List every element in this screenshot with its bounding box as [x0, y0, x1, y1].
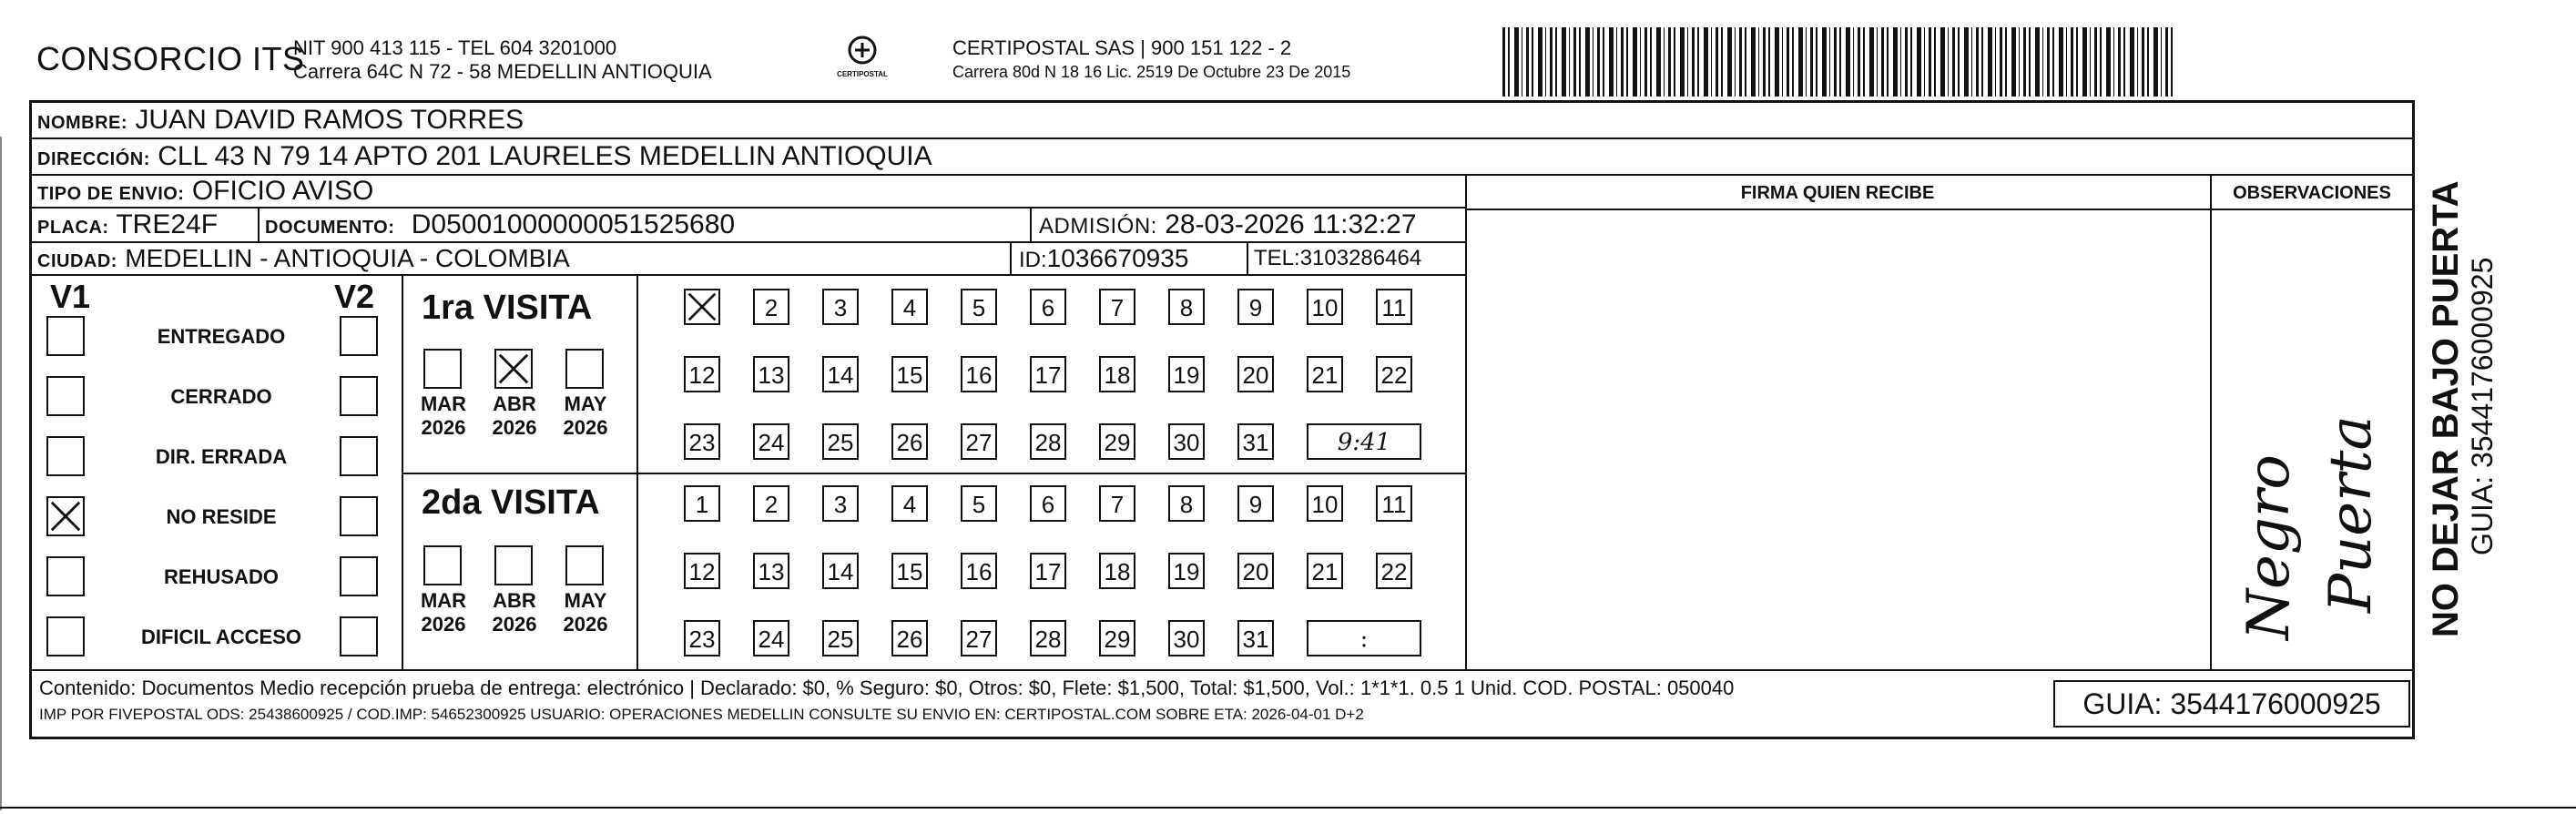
second-visit-day-30[interactable]: 30 [1168, 620, 1205, 656]
first-visit-day-11[interactable]: 11 [1376, 289, 1412, 325]
second-visit-day-16[interactable]: 16 [961, 553, 997, 589]
certipostal-logo [830, 35, 894, 78]
certipostal-logo-icon [846, 35, 879, 66]
first-visit-day-14[interactable]: 14 [822, 356, 859, 392]
v2-checkbox-cerrado[interactable] [340, 376, 378, 416]
second-visit-day-6[interactable]: 6 [1030, 485, 1066, 522]
first-visit-day-6[interactable]: 6 [1030, 289, 1066, 325]
row-direccion [32, 139, 2412, 176]
second-visit-day-7[interactable]: 7 [1099, 485, 1135, 522]
second-visit-month-label: ABR 2026 [492, 589, 537, 636]
first-visit-day-31[interactable]: 31 [1237, 423, 1274, 460]
second-visit-day-9[interactable]: 9 [1237, 485, 1274, 522]
x-mark-icon [496, 351, 531, 387]
side-warning: NO DEJAR BAJO PUERTA [2426, 180, 2466, 637]
second-visit-day-15[interactable]: 15 [891, 553, 928, 589]
direccion-value: CLL 43 N 79 14 APTO 201 LAURELES MEDELLIN ANTIOQUIA [158, 141, 932, 171]
barcode [1502, 27, 2176, 97]
first-visit-day-1[interactable] [684, 289, 720, 325]
waybill-frame [29, 100, 2415, 739]
second-visit-day-1[interactable]: 1 [684, 485, 720, 522]
footer-print-info: IMP POR FIVEPOSTAL ODS: 25438600925 / COD.IMP: 54652300925 USUARIO: OPERACIONES MEDELLIN CONSULTE SU ENVIO EN: CERTIPOSTAL.COM SOBRE ETA: 2026-04-01 D+2 [39, 706, 1364, 723]
second-visit-day-11[interactable]: 11 [1376, 485, 1412, 522]
first-visit-day-29[interactable]: 29 [1099, 423, 1135, 460]
v2-checkbox-entregado[interactable] [340, 316, 378, 356]
second-visit-month-checkbox-abr[interactable] [494, 545, 533, 585]
first-visit-month-label: ABR 2026 [492, 392, 537, 439]
second-visit-month-checkbox-mar[interactable] [423, 545, 462, 585]
documento-label: DOCUMENTO: [265, 218, 395, 238]
observaciones-handwriting-1: Negro [2235, 454, 2303, 640]
first-visit-day-2[interactable]: 2 [753, 289, 789, 325]
second-visit-day-25[interactable]: 25 [822, 620, 859, 656]
second-visit-day-21[interactable]: 21 [1307, 553, 1343, 589]
carrier-address: Carrera 80d N 18 16 Lic. 2519 De Octubre 23 De 2015 [952, 63, 1351, 81]
first-visit-month-label: MAY 2026 [563, 392, 608, 439]
second-visit-day-5[interactable]: 5 [961, 485, 997, 522]
second-visit-day-18[interactable]: 18 [1099, 553, 1135, 589]
first-visit-day-25[interactable]: 25 [822, 423, 859, 460]
first-visit-day-8[interactable]: 8 [1168, 289, 1205, 325]
v2-checkbox-dificil-acceso[interactable] [340, 616, 378, 656]
second-visit-day-4[interactable]: 4 [891, 485, 928, 522]
status-label: NO RESIDE [166, 505, 277, 528]
company-address: Carrera 64C N 72 - 58 MEDELLIN ANTIOQUIA [293, 60, 712, 83]
placa-label: PLACA: [37, 218, 109, 238]
v1-checkbox-cerrado[interactable] [46, 376, 85, 416]
second-visit-day-26[interactable]: 26 [891, 620, 928, 656]
v2-checkbox-rehusado[interactable] [340, 556, 378, 596]
footer-guia: GUIA: 3544176000925 [2053, 680, 2410, 728]
first-visit-time-field[interactable]: 9:41 [1307, 423, 1421, 460]
second-visit-day-13[interactable]: 13 [753, 553, 789, 589]
second-visit-day-23[interactable]: 23 [684, 620, 720, 656]
first-visit-day-27[interactable]: 27 [961, 423, 997, 460]
second-visit-title: 2da VISITA [422, 483, 600, 522]
second-visit-day-10[interactable]: 10 [1307, 485, 1343, 522]
second-visit-day-2[interactable]: 2 [753, 485, 789, 522]
status-label: ENTREGADO [157, 325, 286, 348]
direccion-label: DIRECCIÓN: [37, 149, 150, 169]
v1-checkbox-dificil-acceso[interactable] [46, 616, 85, 656]
admision-value: 28-03-2026 11:32:27 [1165, 209, 1417, 239]
second-visit-day-12[interactable]: 12 [684, 553, 720, 589]
first-visit-day-28[interactable]: 28 [1030, 423, 1066, 460]
status-label: DIFICIL ACCESO [140, 626, 301, 648]
second-visit-day-8[interactable]: 8 [1168, 485, 1205, 522]
first-visit-day-18[interactable]: 18 [1099, 356, 1135, 392]
second-visit-month-checkbox-may[interactable] [565, 545, 604, 585]
second-visit-time-field[interactable]: : [1307, 620, 1421, 656]
second-visit-day-24[interactable]: 24 [753, 620, 789, 656]
company-info [293, 36, 712, 84]
row-tipo [32, 176, 1465, 209]
first-visit-day-10[interactable]: 10 [1307, 289, 1343, 325]
second-visit-day-27[interactable]: 27 [961, 620, 997, 656]
first-visit-day-30[interactable]: 30 [1168, 423, 1205, 460]
second-visit-day-29[interactable]: 29 [1099, 620, 1135, 656]
observaciones-handwriting-2: Puerta [2317, 415, 2385, 613]
first-visit-day-17[interactable]: 17 [1030, 356, 1066, 392]
ciudad-value: MEDELLIN - ANTIOQUIA - COLOMBIA [125, 244, 570, 272]
carrier-name: CERTIPOSTAL SAS | 900 151 122 - 2 [952, 36, 1292, 59]
v1-checkbox-rehusado[interactable] [46, 556, 85, 596]
row-ciudad [32, 243, 1465, 276]
observaciones-header: OBSERVACIONES [2233, 183, 2391, 203]
nombre-label: NOMBRE: [37, 113, 128, 133]
first-visit-day-7[interactable]: 7 [1099, 289, 1135, 325]
first-visit-day-12[interactable]: 12 [684, 356, 720, 392]
second-visit-day-22[interactable]: 22 [1376, 553, 1412, 589]
nombre-value: JUAN DAVID RAMOS TORRES [135, 105, 524, 135]
second-visit-day-20[interactable]: 20 [1237, 553, 1274, 589]
second-visit-day-31[interactable]: 31 [1237, 620, 1274, 656]
company-nit: NIT 900 413 115 - TEL 604 3201000 [293, 36, 617, 59]
second-visit-day-14[interactable]: 14 [822, 553, 859, 589]
first-visit-day-23[interactable]: 23 [684, 423, 720, 460]
first-visit-day-22[interactable]: 22 [1376, 356, 1412, 392]
logo-text: CERTIPOSTAL [837, 70, 888, 78]
row-placa [32, 209, 1465, 243]
firma-header: FIRMA QUIEN RECIBE [1740, 183, 1935, 203]
first-visit-day-20[interactable]: 20 [1237, 356, 1274, 392]
placa-value: TRE24F [116, 209, 219, 239]
first-visit-day-13[interactable]: 13 [753, 356, 789, 392]
first-visit-day-16[interactable]: 16 [961, 356, 997, 392]
first-visit-day-4[interactable]: 4 [891, 289, 928, 325]
first-visit-day-19[interactable]: 19 [1168, 356, 1205, 392]
v1-checkbox-entregado[interactable] [46, 316, 85, 356]
first-visit-day-24[interactable]: 24 [753, 423, 789, 460]
tel-value: 3103286464 [1299, 246, 1422, 270]
documento-value: D05001000000051525680 [411, 209, 736, 239]
first-visit-day-3[interactable]: 3 [822, 289, 859, 325]
status-label: REHUSADO [164, 565, 279, 588]
second-visit-day-17[interactable]: 17 [1030, 553, 1066, 589]
x-mark-icon [686, 290, 718, 323]
v2-label: V2 [334, 278, 375, 315]
first-visit-day-26[interactable]: 26 [891, 423, 928, 460]
second-visit-day-28[interactable]: 28 [1030, 620, 1066, 656]
v1-checkbox-dir-errada[interactable] [46, 436, 85, 476]
v1-label: V1 [50, 278, 91, 315]
second-visit-month-label: MAR 2026 [420, 589, 467, 636]
admision-label: ADMISIÓN: [1039, 214, 1157, 239]
tel-label: TEL: [1254, 246, 1300, 270]
carrier-info [952, 36, 1350, 84]
ciudad-label: CIUDAD: [37, 251, 117, 271]
status-label: CERRADO [170, 385, 272, 408]
tipo-value: OFICIO AVISO [191, 176, 374, 206]
second-visit-day-3[interactable]: 3 [822, 485, 859, 522]
id-value: 1036670935 [1046, 244, 1189, 272]
second-visit-month-label: MAY 2026 [563, 589, 608, 636]
v2-checkbox-dir-errada[interactable] [340, 436, 378, 476]
first-visit-month-checkbox-may[interactable] [565, 349, 604, 389]
status-label: DIR. ERRADA [155, 445, 288, 468]
row-nombre [32, 103, 2412, 139]
company-name: CONSORCIO ITS [36, 40, 305, 77]
first-visit-month-checkbox-abr[interactable] [494, 349, 533, 389]
footer-content: Contenido: Documentos Medio recepción prueba de entrega: electrónico | Declarado: $0, % Seguro: $0, Otros: $0, Flete: $1,500, Total: $1,500, Vol.: 1*1*1. 0.5 1 Unid. COD. POSTAL: 050040 [39, 677, 1735, 699]
first-visit-month-checkbox-mar[interactable] [423, 349, 462, 389]
bottom-edge [0, 807, 2576, 809]
first-visit-day-15[interactable]: 15 [891, 356, 928, 392]
tipo-label: TIPO DE ENVIO: [37, 184, 185, 204]
v1-checkbox-no-reside[interactable] [46, 496, 85, 536]
id-label: ID: [1019, 248, 1047, 272]
first-visit-title: 1ra VISITA [422, 289, 593, 327]
first-visit-day-9[interactable]: 9 [1237, 289, 1274, 325]
v2-checkbox-no-reside[interactable] [340, 496, 378, 536]
first-visit-day-21[interactable]: 21 [1307, 356, 1343, 392]
scan-edge [0, 137, 2, 810]
second-visit-day-19[interactable]: 19 [1168, 553, 1205, 589]
first-visit-day-5[interactable]: 5 [961, 289, 997, 325]
x-mark-icon [48, 498, 83, 534]
side-guia: GUIA: 3544176000925 [2466, 257, 2499, 555]
first-visit-month-label: MAR 2026 [420, 392, 467, 439]
